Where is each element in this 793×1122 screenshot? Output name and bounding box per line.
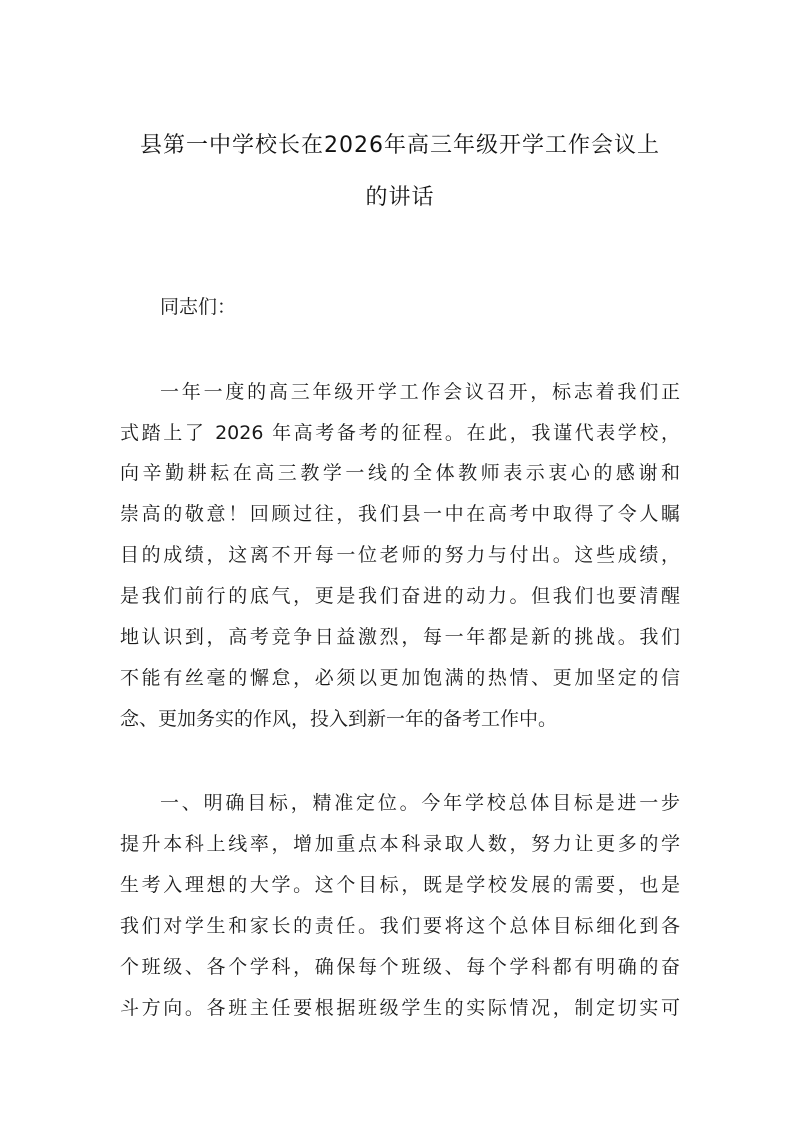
document-title-line-2: 的讲话 xyxy=(365,185,435,210)
paragraph-1-line-4: 崇高的敬意！回顾过往，我们县一中在高考中取得了令人瞩 xyxy=(120,503,680,525)
paragraph-1-line-8: 不能有丝毫的懈怠，必须以更加饱满的热情、更加坚定的信 xyxy=(120,667,680,689)
paragraph-1-line-7: 地认识到，高考竞争日益激烈，每一年都是新的挑战。我们 xyxy=(120,626,680,648)
paragraph-1-line-2: 式踏上了 2026 年高考备考的征程。在此，我谨代表学校， xyxy=(120,422,680,444)
paragraph-2-line-2: 提升本科上线率，增加重点本科录取人数，努力让更多的学 xyxy=(120,833,680,855)
paragraph-2-line-4: 我们对学生和家长的责任。我们要将这个总体目标细化到各 xyxy=(120,915,680,937)
paragraph-1-line-9: 念、更加务实的作风，投入到新一年的备考工作中。 xyxy=(120,708,558,730)
paragraph-1-line-6: 是我们前行的底气，更是我们奋进的动力。但我们也要清醒 xyxy=(120,585,680,607)
paragraph-1-line-3: 向辛勤耕耘在高三教学一线的全体教师表示衷心的感谢和 xyxy=(120,462,680,484)
salutation: 同志们： xyxy=(160,296,237,318)
document-title-line-1: 县第一中学校长在2026年高三年级开学工作会议上 xyxy=(140,133,660,158)
paragraph-1-line-1: 一年一度的高三年级开学工作会议召开，标志着我们正 xyxy=(160,381,680,403)
paragraph-1-line-5: 目的成绩，这离不开每一位老师的努力与付出。这些成绩， xyxy=(120,544,680,566)
paragraph-2-line-1: 一、明确目标，精准定位。今年学校总体目标是进一步 xyxy=(160,792,680,814)
paragraph-2-line-5: 个班级、各个学科，确保每个班级、每个学科都有明确的奋 xyxy=(120,956,680,978)
paragraph-2-line-3: 生考入理想的大学。这个目标，既是学校发展的需要，也是 xyxy=(120,874,680,896)
paragraph-2-line-6: 斗方向。各班主任要根据班级学生的实际情况，制定切实可 xyxy=(120,997,680,1019)
